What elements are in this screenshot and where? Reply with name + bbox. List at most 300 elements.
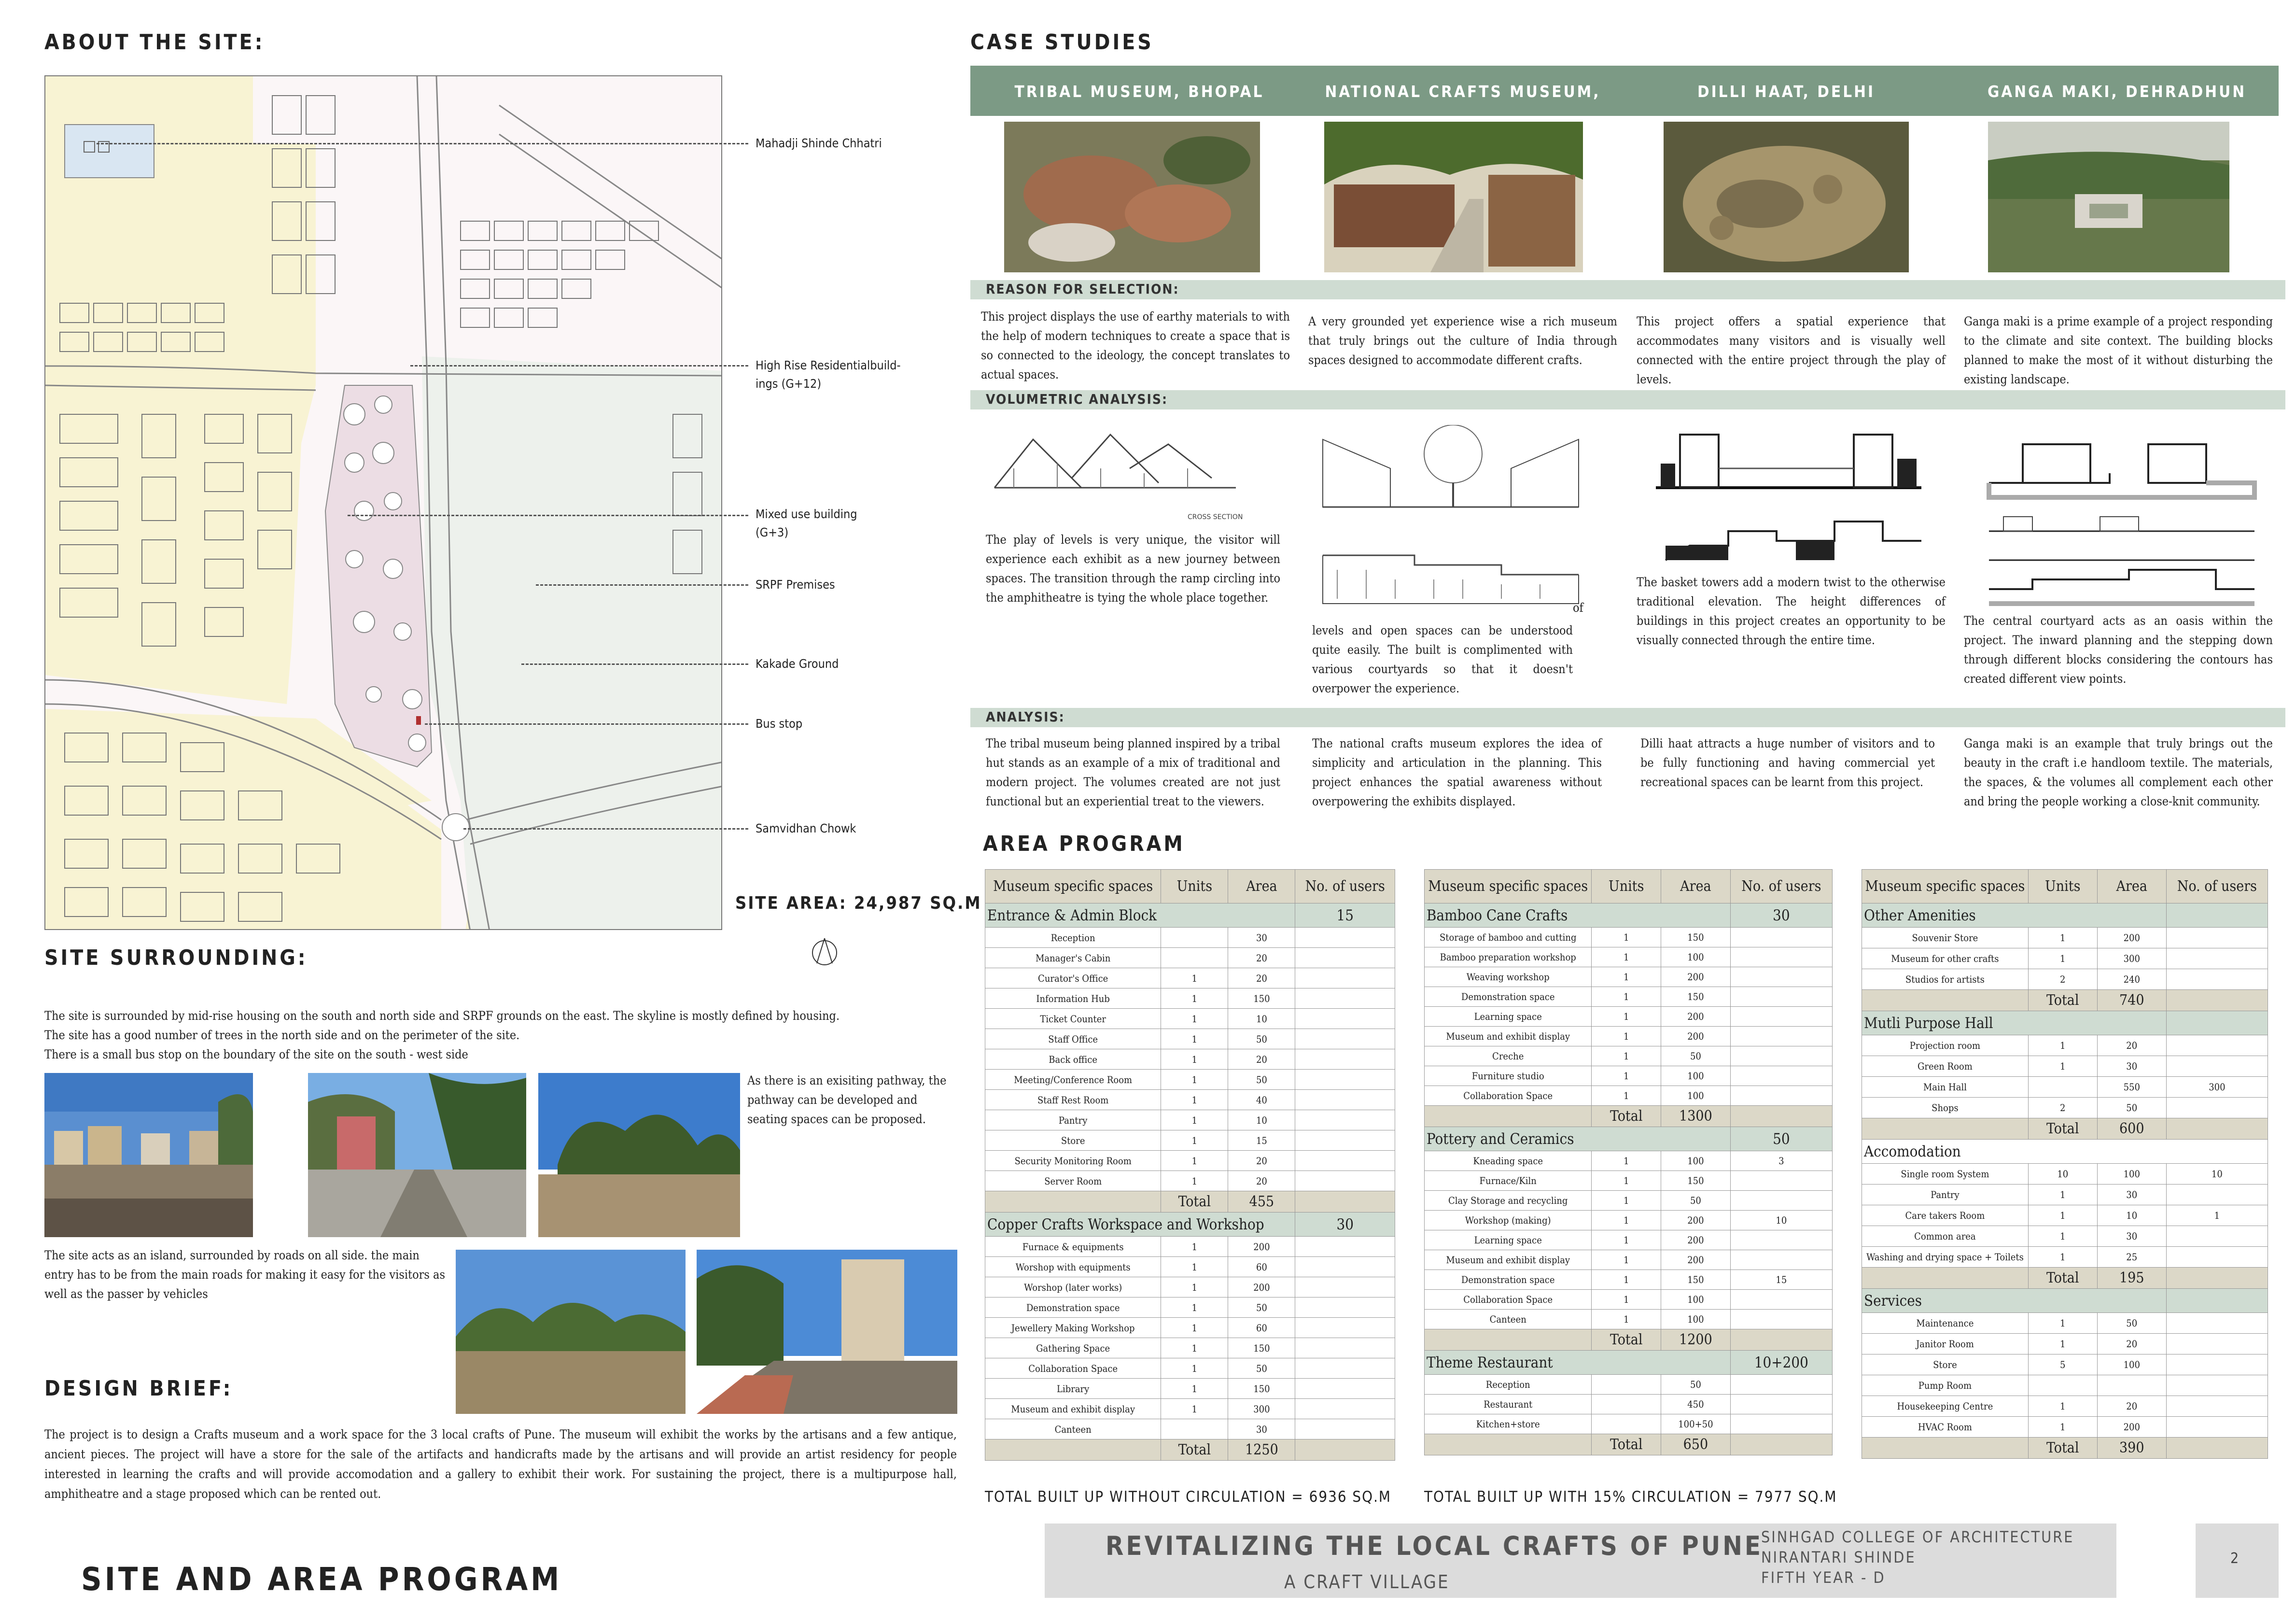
section-row bbox=[985, 1213, 1395, 1237]
space-area: 15 bbox=[1228, 1130, 1295, 1151]
space-name: Museum and exhibit display bbox=[985, 1399, 1161, 1419]
section-row bbox=[985, 903, 1395, 928]
space-name: HVAC Room bbox=[1862, 1417, 2029, 1438]
volumetric-label: VOLUMETRIC ANALYSIS: bbox=[986, 391, 1168, 407]
table-row bbox=[1425, 1395, 1833, 1414]
legend-mixed-2: (G+3) bbox=[756, 525, 789, 539]
space-area: 20 bbox=[2097, 1035, 2166, 1056]
col-header: No. of users bbox=[1730, 870, 1832, 903]
site-map bbox=[44, 75, 722, 930]
space-users bbox=[1295, 1338, 1395, 1358]
table-row bbox=[1862, 1226, 2268, 1247]
space-units: 10 bbox=[2028, 1164, 2097, 1185]
space-area: 30 bbox=[2097, 1185, 2166, 1205]
section-name: Other Amenities bbox=[1862, 903, 2167, 928]
space-area: 25 bbox=[2097, 1247, 2166, 1268]
space-users bbox=[2166, 1313, 2268, 1334]
space-users bbox=[1730, 1250, 1832, 1270]
space-area: 50 bbox=[1661, 1375, 1731, 1395]
space-users bbox=[2166, 969, 2268, 990]
space-name: Collaboration Space bbox=[1425, 1086, 1592, 1106]
space-users: 10 bbox=[1730, 1211, 1832, 1230]
table-row bbox=[1425, 928, 1833, 947]
space-area: 100 bbox=[1661, 1151, 1731, 1171]
section-row bbox=[1862, 1289, 2268, 1313]
col-header: No. of users bbox=[1295, 870, 1395, 903]
space-units: 1 bbox=[1161, 1318, 1228, 1338]
space-units: 1 bbox=[1592, 1290, 1661, 1310]
space-name: Washing and drying space + Toilets bbox=[1862, 1247, 2029, 1268]
section-name: Accomodation bbox=[1862, 1140, 2268, 1164]
analysis-bar bbox=[970, 708, 2285, 727]
space-units: 1 bbox=[2028, 1226, 2097, 1247]
space-area: 20 bbox=[1228, 948, 1295, 968]
sheet-title: SITE AND AREA PROGRAM bbox=[81, 1561, 562, 1598]
space-units: 1 bbox=[1592, 1151, 1661, 1171]
space-name: Museum and exhibit display bbox=[1425, 1250, 1592, 1270]
space-name: Learning space bbox=[1425, 1007, 1592, 1027]
space-units: 1 bbox=[1161, 1379, 1228, 1399]
year-div: FIFTH YEAR - D bbox=[1761, 1568, 1886, 1587]
space-area: 20 bbox=[2097, 1396, 2166, 1417]
total-label: Total bbox=[1161, 1439, 1228, 1461]
section-row bbox=[1862, 1140, 2268, 1164]
space-name: Studios for artists bbox=[1862, 969, 2029, 990]
legend-highrise: High Rise Residentialbuild- bbox=[756, 358, 901, 372]
cs-volumetric-2: levels and open spaces can be understood quite easily. The built is complimented with various courtyards so that it doesn't overpower the experience. bbox=[1312, 623, 1573, 695]
space-users: 3 bbox=[1730, 1151, 1832, 1171]
space-name: Staff Office bbox=[985, 1029, 1161, 1049]
area-table-2 bbox=[1424, 869, 1833, 1455]
space-name: Care takers Room bbox=[1862, 1205, 2029, 1226]
project-title: REVITALIZING THE LOCAL CRAFTS OF PUNE bbox=[1106, 1531, 1764, 1561]
space-users bbox=[1730, 1027, 1832, 1046]
cs-title-2: NATIONAL CRAFTS MUSEUM, bbox=[1325, 82, 1601, 101]
about-site-title: ABOUT THE SITE: bbox=[44, 30, 265, 55]
section-row bbox=[1862, 1011, 2268, 1035]
space-units bbox=[1592, 1414, 1661, 1434]
space-units: 1 bbox=[1161, 1237, 1228, 1257]
space-units: 1 bbox=[1592, 1230, 1661, 1250]
total-row bbox=[1862, 1438, 2268, 1459]
space-users bbox=[1295, 928, 1395, 948]
space-units: 1 bbox=[1161, 1130, 1228, 1151]
total-row bbox=[1862, 1118, 2268, 1140]
legend-leader-1 bbox=[97, 143, 748, 144]
cs-section-ganga bbox=[1984, 425, 2259, 608]
space-users: 1 bbox=[2166, 1205, 2268, 1226]
table-row bbox=[1862, 969, 2268, 990]
space-area: 550 bbox=[2097, 1077, 2166, 1098]
space-units bbox=[1592, 1395, 1661, 1414]
table-row bbox=[1862, 928, 2268, 948]
table-row bbox=[1862, 1056, 2268, 1077]
space-area: 50 bbox=[1228, 1029, 1295, 1049]
cs-volumetric-2-frag: of bbox=[1573, 601, 1583, 615]
total-area: 1200 bbox=[1661, 1329, 1731, 1351]
legend-leader-2 bbox=[410, 365, 748, 367]
space-users bbox=[2166, 1247, 2268, 1268]
space-units bbox=[1161, 928, 1228, 948]
space-name: Pump Room bbox=[1862, 1375, 2029, 1396]
space-area: 50 bbox=[2097, 1313, 2166, 1334]
space-users bbox=[2166, 1334, 2268, 1354]
sheet-number: 2 bbox=[2230, 1550, 2239, 1567]
section-name: Entrance & Admin Block bbox=[985, 903, 1295, 928]
table-row bbox=[1425, 1007, 1833, 1027]
space-area: 100 bbox=[2097, 1164, 2166, 1185]
cs-reason-3: This project offers a spatial experience that accommodates many visitors and is visually well connected with the entire project through the play of levels. bbox=[1637, 314, 1946, 386]
cs-photo-crafts bbox=[1324, 122, 1583, 272]
space-area: 150 bbox=[1228, 988, 1295, 1009]
section-users: 30 bbox=[1295, 1213, 1395, 1237]
space-users bbox=[1730, 928, 1832, 947]
space-users bbox=[1730, 967, 1832, 987]
area-table-1 bbox=[985, 869, 1395, 1461]
space-units: 1 bbox=[2028, 1396, 2097, 1417]
table-row bbox=[985, 1298, 1395, 1318]
surrounding-line-2: The site has a good number of trees in the north side and on the perimeter of the site. bbox=[44, 1028, 520, 1042]
space-users bbox=[1295, 1029, 1395, 1049]
table-row bbox=[1425, 1027, 1833, 1046]
college-name: SINHGAD COLLEGE OF ARCHITECTURE bbox=[1761, 1528, 2074, 1546]
space-name: Souvenir Store bbox=[1862, 928, 2029, 948]
space-units: 1 bbox=[1161, 1358, 1228, 1379]
space-units: 1 bbox=[1592, 947, 1661, 967]
space-area: 150 bbox=[1661, 928, 1731, 947]
space-name: Pantry bbox=[985, 1110, 1161, 1130]
space-area: 200 bbox=[1228, 1277, 1295, 1298]
legend-leader-4 bbox=[536, 584, 748, 586]
design-brief-title: DESIGN BRIEF: bbox=[44, 1376, 233, 1401]
legend-leader-3 bbox=[348, 515, 748, 516]
space-name: Single room System bbox=[1862, 1164, 2029, 1185]
space-units: 1 bbox=[1592, 1066, 1661, 1086]
cs-reason-2: A very grounded yet experience wise a rich museum that truly brings out the culture of India through spaces designed to accommodate different crafts. bbox=[1308, 314, 1617, 367]
section-name: Mutli Purpose Hall bbox=[1862, 1011, 2167, 1035]
space-units: 1 bbox=[1161, 1151, 1228, 1171]
table-row bbox=[1425, 967, 1833, 987]
space-area: 150 bbox=[1661, 1270, 1731, 1290]
space-area: 240 bbox=[2097, 969, 2166, 990]
space-area: 20 bbox=[1228, 968, 1295, 988]
table-row bbox=[1862, 948, 2268, 969]
table-row bbox=[1425, 1211, 1833, 1230]
table-row bbox=[1425, 1375, 1833, 1395]
section-row bbox=[1425, 1351, 1833, 1375]
space-users bbox=[2166, 1098, 2268, 1118]
col-header: Museum specific spaces bbox=[1425, 870, 1592, 903]
space-name: Kitchen+store bbox=[1425, 1414, 1592, 1434]
space-users bbox=[1730, 1414, 1832, 1434]
student-name: NIRANTARI SHINDE bbox=[1761, 1548, 1916, 1566]
space-name: Creche bbox=[1425, 1046, 1592, 1066]
space-name: Demonstration space bbox=[1425, 987, 1592, 1007]
space-users bbox=[1295, 1358, 1395, 1379]
section-users bbox=[2166, 1289, 2268, 1313]
total-row bbox=[1862, 990, 2268, 1011]
site-photo-1 bbox=[44, 1073, 253, 1237]
space-name: Collaboration Space bbox=[1425, 1290, 1592, 1310]
space-area: 200 bbox=[1661, 1007, 1731, 1027]
total-label: Total bbox=[1592, 1434, 1661, 1455]
space-area: 150 bbox=[1228, 1338, 1295, 1358]
total-area: 650 bbox=[1661, 1434, 1731, 1455]
cs-section-crafts bbox=[1318, 425, 1588, 628]
section-users bbox=[2166, 903, 2268, 928]
space-name: Server Room bbox=[985, 1171, 1161, 1191]
space-area: 30 bbox=[2097, 1056, 2166, 1077]
section-name: Theme Restaurant bbox=[1425, 1351, 1731, 1375]
space-units: 1 bbox=[1161, 1070, 1228, 1090]
space-area: 30 bbox=[1228, 928, 1295, 948]
table-row bbox=[1425, 947, 1833, 967]
space-users bbox=[1730, 1066, 1832, 1086]
space-name: Green Room bbox=[1862, 1056, 2029, 1077]
space-area: 200 bbox=[1661, 1211, 1731, 1230]
space-name: Clay Storage and recycling bbox=[1425, 1191, 1592, 1211]
table-row bbox=[985, 1379, 1395, 1399]
cs-analysis-1: The tribal museum being planned inspired by a tribal hut stands as an example of a mix of traditional and modern project. The volumes created are not just functional but an experiential treat to the viewers. bbox=[986, 736, 1280, 808]
site-photo-5 bbox=[697, 1250, 957, 1414]
space-units: 1 bbox=[2028, 1313, 2097, 1334]
cross-section-label: CROSS SECTION bbox=[1188, 513, 1243, 521]
space-units: 1 bbox=[2028, 1035, 2097, 1056]
legend-leader-6 bbox=[425, 723, 748, 725]
space-units: 1 bbox=[2028, 948, 2097, 969]
space-area: 200 bbox=[1661, 1250, 1731, 1270]
table-row bbox=[985, 968, 1395, 988]
space-users bbox=[1730, 1395, 1832, 1414]
space-users bbox=[1295, 1237, 1395, 1257]
space-units: 1 bbox=[1592, 1171, 1661, 1191]
space-users bbox=[2166, 1035, 2268, 1056]
space-users bbox=[2166, 1354, 2268, 1375]
space-name: Curator's Office bbox=[985, 968, 1161, 988]
space-name: Store bbox=[985, 1130, 1161, 1151]
total-row bbox=[1425, 1329, 1833, 1351]
space-area: 150 bbox=[1228, 1379, 1295, 1399]
table-row bbox=[985, 1277, 1395, 1298]
area-table-3 bbox=[1862, 869, 2268, 1459]
section-row bbox=[1862, 903, 2268, 928]
cs-section-tribal bbox=[985, 415, 1255, 526]
space-area: 100 bbox=[1661, 947, 1731, 967]
space-units: 1 bbox=[1592, 928, 1661, 947]
space-users bbox=[1295, 1257, 1395, 1277]
table-row bbox=[1425, 1230, 1833, 1250]
space-area: 20 bbox=[2097, 1334, 2166, 1354]
space-name: Canteen bbox=[985, 1419, 1161, 1439]
table-row bbox=[985, 1399, 1395, 1419]
space-name: Projection room bbox=[1862, 1035, 2029, 1056]
total-label: Total bbox=[1592, 1329, 1661, 1351]
total-row bbox=[985, 1191, 1395, 1213]
table-row bbox=[1425, 1171, 1833, 1191]
space-units: 5 bbox=[2028, 1354, 2097, 1375]
pathway-text: As there is an exisiting pathway, the pathway can be developed and seating spaces can be proposed. bbox=[747, 1073, 947, 1126]
total-label: Total bbox=[1592, 1106, 1661, 1127]
space-area: 20 bbox=[1228, 1171, 1295, 1191]
space-units: 1 bbox=[1592, 1250, 1661, 1270]
cs-reason-4: Ganga maki is a prime example of a project responding to the climate and site context. The building blocks planned to make the most of it without disturbing the existing landscape. bbox=[1964, 314, 2273, 386]
space-area: 150 bbox=[1661, 1171, 1731, 1191]
space-users bbox=[1730, 1290, 1832, 1310]
section-name: Pottery and Ceramics bbox=[1425, 1127, 1731, 1151]
space-area: 100+50 bbox=[1661, 1414, 1731, 1434]
space-users bbox=[2166, 928, 2268, 948]
space-users: 300 bbox=[2166, 1077, 2268, 1098]
site-photo-4 bbox=[456, 1250, 686, 1414]
total-area: 600 bbox=[2097, 1118, 2166, 1140]
site-surrounding-title: SITE SURROUNDING: bbox=[44, 945, 308, 970]
space-area: 200 bbox=[1661, 967, 1731, 987]
space-name: Workshop (making) bbox=[1425, 1211, 1592, 1230]
col-header: Units bbox=[1161, 870, 1228, 903]
analysis-label: ANALYSIS: bbox=[986, 709, 1065, 725]
space-units: 1 bbox=[1161, 1110, 1228, 1130]
space-area: 200 bbox=[1661, 1230, 1731, 1250]
space-name: Furniture studio bbox=[1425, 1066, 1592, 1086]
space-units: 1 bbox=[1161, 968, 1228, 988]
total-without-circulation: TOTAL BUILT UP WITHOUT CIRCULATION = 6936 SQ.M bbox=[985, 1488, 1391, 1506]
table-row bbox=[1862, 1354, 2268, 1375]
space-users bbox=[2166, 1396, 2268, 1417]
table-row bbox=[985, 1110, 1395, 1130]
cs-volumetric-4: The central courtyard acts as an oasis within the project. The inward planning and the stepping down through different blocks considering the contours has created different view points. bbox=[1964, 614, 2273, 686]
table-row bbox=[1425, 1191, 1833, 1211]
table-row bbox=[1425, 1290, 1833, 1310]
space-users bbox=[1295, 1318, 1395, 1338]
space-area: 10 bbox=[1228, 1110, 1295, 1130]
space-units: 1 bbox=[1161, 988, 1228, 1009]
table-row bbox=[985, 988, 1395, 1009]
space-area: 10 bbox=[1228, 1009, 1295, 1029]
table-row bbox=[1425, 987, 1833, 1007]
space-users bbox=[2166, 1185, 2268, 1205]
space-area: 50 bbox=[1228, 1070, 1295, 1090]
total-area: 195 bbox=[2097, 1268, 2166, 1289]
space-area: 100 bbox=[1661, 1290, 1731, 1310]
col-header: Units bbox=[2028, 870, 2097, 903]
cs-title-1: TRIBAL MUSEUM, BHOPAL bbox=[1014, 82, 1264, 101]
site-area: SITE AREA: 24,987 SQ.M bbox=[735, 893, 982, 913]
space-units: 1 bbox=[1161, 1338, 1228, 1358]
space-users bbox=[1295, 948, 1395, 968]
space-name: Janitor Room bbox=[1862, 1334, 2029, 1354]
space-users bbox=[1730, 1171, 1832, 1191]
space-area: 100 bbox=[2097, 1354, 2166, 1375]
space-name: Kneading space bbox=[1425, 1151, 1592, 1171]
space-users bbox=[2166, 948, 2268, 969]
space-name: Staff Rest Room bbox=[985, 1090, 1161, 1110]
space-users bbox=[1295, 1419, 1395, 1439]
cs-analysis-3: Dilli haat attracts a huge number of visitors and to be fully functioning and having commercial yet recreational spaces can be learnt from this project. bbox=[1640, 736, 1935, 789]
space-units: 1 bbox=[2028, 1056, 2097, 1077]
total-label: Total bbox=[2028, 1268, 2097, 1289]
space-area: 100 bbox=[1661, 1086, 1731, 1106]
table-row bbox=[985, 1237, 1395, 1257]
space-name: Furnace/Kiln bbox=[1425, 1171, 1592, 1191]
space-area: 60 bbox=[1228, 1318, 1295, 1338]
table-row bbox=[985, 1029, 1395, 1049]
space-units: 1 bbox=[1161, 1171, 1228, 1191]
space-units: 1 bbox=[1161, 1257, 1228, 1277]
space-users bbox=[1295, 1070, 1395, 1090]
space-users bbox=[1730, 987, 1832, 1007]
table-row bbox=[985, 1151, 1395, 1171]
space-units bbox=[1161, 948, 1228, 968]
cs-photo-tribal bbox=[1004, 122, 1260, 272]
space-name: Maintenance bbox=[1862, 1313, 2029, 1334]
space-users: 10 bbox=[2166, 1164, 2268, 1185]
space-units: 1 bbox=[1592, 1007, 1661, 1027]
space-users bbox=[1730, 1007, 1832, 1027]
table-row bbox=[985, 928, 1395, 948]
table-row bbox=[1425, 1250, 1833, 1270]
space-name: Manager's Cabin bbox=[985, 948, 1161, 968]
cs-title-4: GANGA MAKI, DEHRADHUN bbox=[1987, 82, 2247, 101]
space-units: 2 bbox=[2028, 969, 2097, 990]
col-header: Area bbox=[1661, 870, 1731, 903]
space-area: 10 bbox=[2097, 1205, 2166, 1226]
total-area: 1250 bbox=[1228, 1439, 1295, 1461]
table-row bbox=[985, 1009, 1395, 1029]
legend-leader-7 bbox=[463, 828, 748, 830]
space-users bbox=[1295, 968, 1395, 988]
table-row bbox=[1425, 1414, 1833, 1434]
section-name: Bamboo Cane Crafts bbox=[1425, 903, 1731, 928]
total-row bbox=[1425, 1106, 1833, 1127]
table-row bbox=[985, 948, 1395, 968]
space-name: Library bbox=[985, 1379, 1161, 1399]
total-area: 740 bbox=[2097, 990, 2166, 1011]
cs-analysis-2: The national crafts museum explores the idea of simplicity and articulation in the planning. This project enhances the spatial awareness without overpowering the exhibits displayed. bbox=[1312, 736, 1602, 808]
space-users bbox=[1730, 1310, 1832, 1329]
cs-reason-1: This project displays the use of earthy materials to with the help of modern techniques to create a space that is so connected to the ideology, the concept translates to actual spaces. bbox=[981, 310, 1290, 381]
section-users: 30 bbox=[1730, 903, 1832, 928]
col-header: Area bbox=[1228, 870, 1295, 903]
space-name: Reception bbox=[985, 928, 1161, 948]
total-row bbox=[1425, 1434, 1833, 1455]
site-photo-2 bbox=[308, 1073, 526, 1237]
table-row bbox=[985, 1338, 1395, 1358]
space-users bbox=[2166, 1375, 2268, 1396]
space-users bbox=[1295, 1298, 1395, 1318]
table-row bbox=[1425, 1151, 1833, 1171]
space-users bbox=[1730, 1191, 1832, 1211]
table-row bbox=[985, 1070, 1395, 1090]
space-users: 15 bbox=[1730, 1270, 1832, 1290]
table-row bbox=[1425, 1310, 1833, 1329]
table-row bbox=[985, 1130, 1395, 1151]
space-units: 1 bbox=[1161, 1090, 1228, 1110]
space-name: Housekeeping Centre bbox=[1862, 1396, 2029, 1417]
space-users bbox=[1730, 1230, 1832, 1250]
space-units: 1 bbox=[2028, 1205, 2097, 1226]
space-units: 1 bbox=[1592, 987, 1661, 1007]
space-users bbox=[2166, 1226, 2268, 1247]
total-label: Total bbox=[2028, 1438, 2097, 1459]
space-users bbox=[1295, 1151, 1395, 1171]
space-name: Store bbox=[1862, 1354, 2029, 1375]
section-name: Services bbox=[1862, 1289, 2167, 1313]
section-users: 10+200 bbox=[1730, 1351, 1832, 1375]
table-row bbox=[1862, 1313, 2268, 1334]
area-program-title: AREA PROGRAM bbox=[983, 832, 1185, 856]
space-users bbox=[1730, 1046, 1832, 1066]
surrounding-line-1: The site is surrounded by mid-rise housing on the south and north side and SRPF grounds on the east. The skyline is mostly defined by housing. bbox=[44, 1009, 840, 1023]
